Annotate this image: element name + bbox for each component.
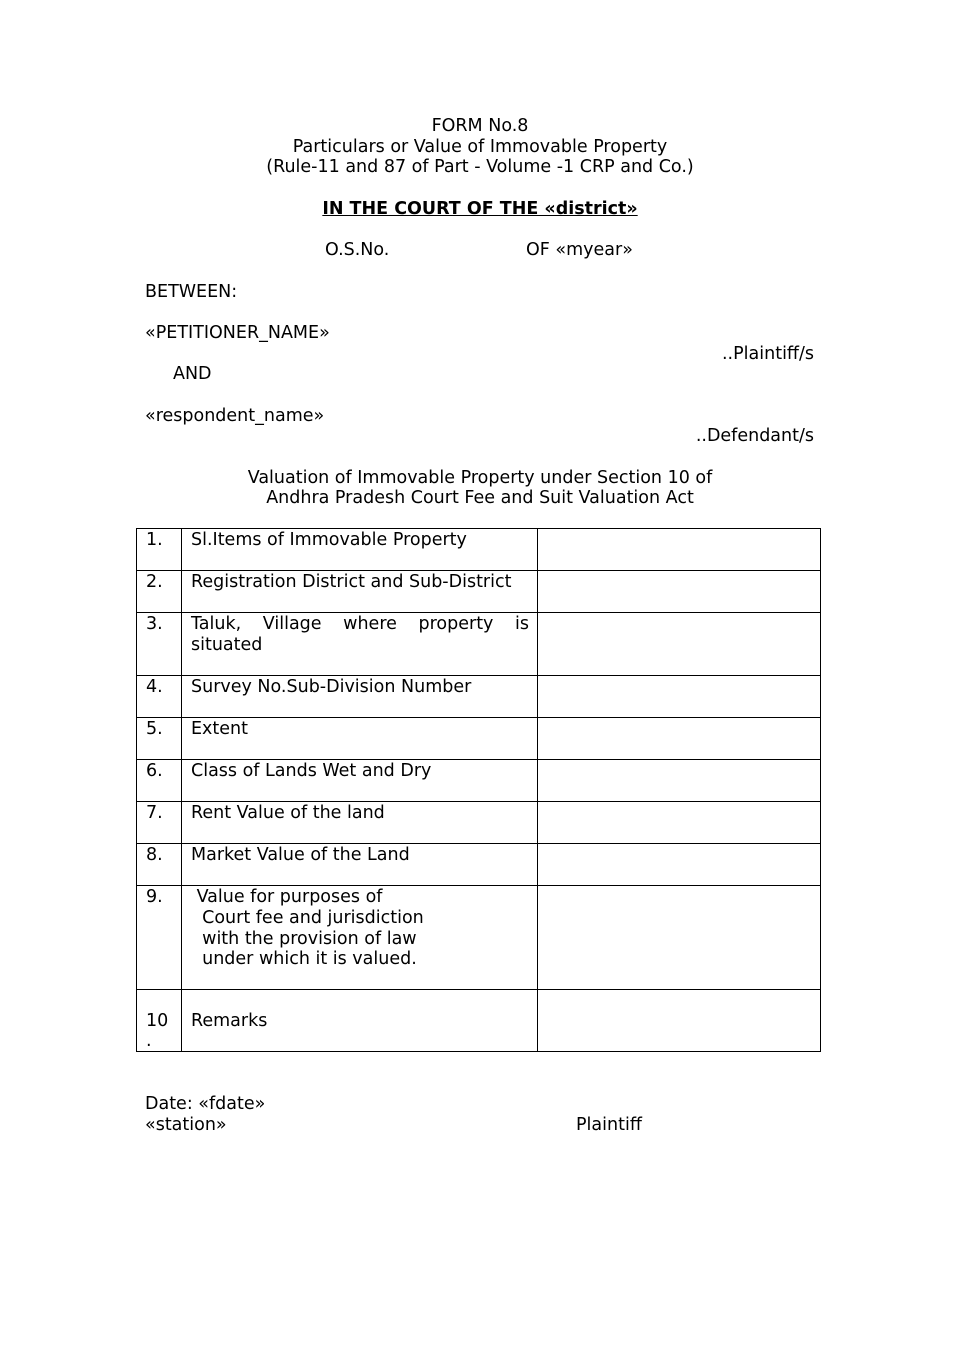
row-value-cell[interactable] [538, 760, 821, 802]
row-item: Survey No.Sub-Division Number [182, 676, 538, 718]
table-row [137, 529, 821, 571]
table-row [137, 886, 821, 990]
row-number: 3. [137, 613, 182, 676]
row-item: Registration District and Sub-District [182, 571, 538, 613]
form-rule-reference: (Rule-11 and 87 of Part - Volume -1 CRP and Co.) [266, 157, 694, 177]
table-row [137, 613, 821, 676]
row-value-cell[interactable] [538, 529, 821, 571]
valuation-heading-line2: Andhra Pradesh Court Fee and Suit Valuation Act [266, 488, 694, 508]
row-item: Class of Lands Wet and Dry [182, 760, 538, 802]
respondent-name: «respondent_name» [145, 406, 325, 426]
plaintiff-role: ..Plaintiff/s [721, 344, 814, 364]
row-value-cell[interactable] [538, 844, 821, 886]
row-item: Taluk, Village where property is situated [182, 613, 538, 676]
valuation-table [136, 528, 821, 1052]
and-label: AND [173, 364, 212, 384]
row-item: Sl.Items of Immovable Property [182, 529, 538, 571]
row-item: Extent [182, 718, 538, 760]
row-number: 5. [137, 718, 182, 760]
row-value-cell[interactable] [538, 990, 821, 1052]
row-value-cell[interactable] [538, 802, 821, 844]
row-number: 9. [137, 886, 182, 990]
row-number: 7. [137, 802, 182, 844]
row-value-cell[interactable] [538, 718, 821, 760]
row-value-cell[interactable] [538, 571, 821, 613]
table-row [137, 844, 821, 886]
plaintiff-signature-label: Plaintiff [576, 1115, 642, 1135]
of-year-label: OF «myear» [526, 240, 633, 260]
station-field: «station» [145, 1115, 227, 1135]
table-row [137, 718, 821, 760]
table-row [137, 760, 821, 802]
row-value-cell[interactable] [538, 676, 821, 718]
table-row [137, 676, 821, 718]
table-row [137, 990, 821, 1052]
row-item: Value for purposes of Court fee and jurisdiction with the provision of law under which it is valued. [182, 886, 538, 990]
row-number: 4. [137, 676, 182, 718]
row-number: 8. [137, 844, 182, 886]
row-number: 6. [137, 760, 182, 802]
row-number: 1. [137, 529, 182, 571]
valuation-heading-line1: Valuation of Immovable Property under Section 10 of [247, 468, 713, 488]
defendant-role: ..Defendant/s [695, 426, 814, 446]
row-number: 10 . [137, 990, 182, 1052]
form-subtitle: Particulars or Value of Immovable Property [292, 137, 668, 157]
row-value-cell[interactable] [538, 613, 821, 676]
row-number: 2. [137, 571, 182, 613]
petitioner-name: «PETITIONER_NAME» [145, 323, 330, 343]
between-label: BETWEEN: [145, 282, 238, 302]
row-value-cell[interactable] [538, 886, 821, 990]
row-item: Rent Value of the land [182, 802, 538, 844]
table-row [137, 571, 821, 613]
court-title: IN THE COURT OF THE «district» [322, 199, 638, 219]
form-number: FORM No.8 [431, 116, 529, 136]
table-row [137, 802, 821, 844]
os-number-label: O.S.No. [325, 240, 390, 260]
row-item: Market Value of the Land [182, 844, 538, 886]
row-item: Remarks [182, 990, 538, 1052]
date-field: Date: «fdate» [145, 1094, 266, 1114]
